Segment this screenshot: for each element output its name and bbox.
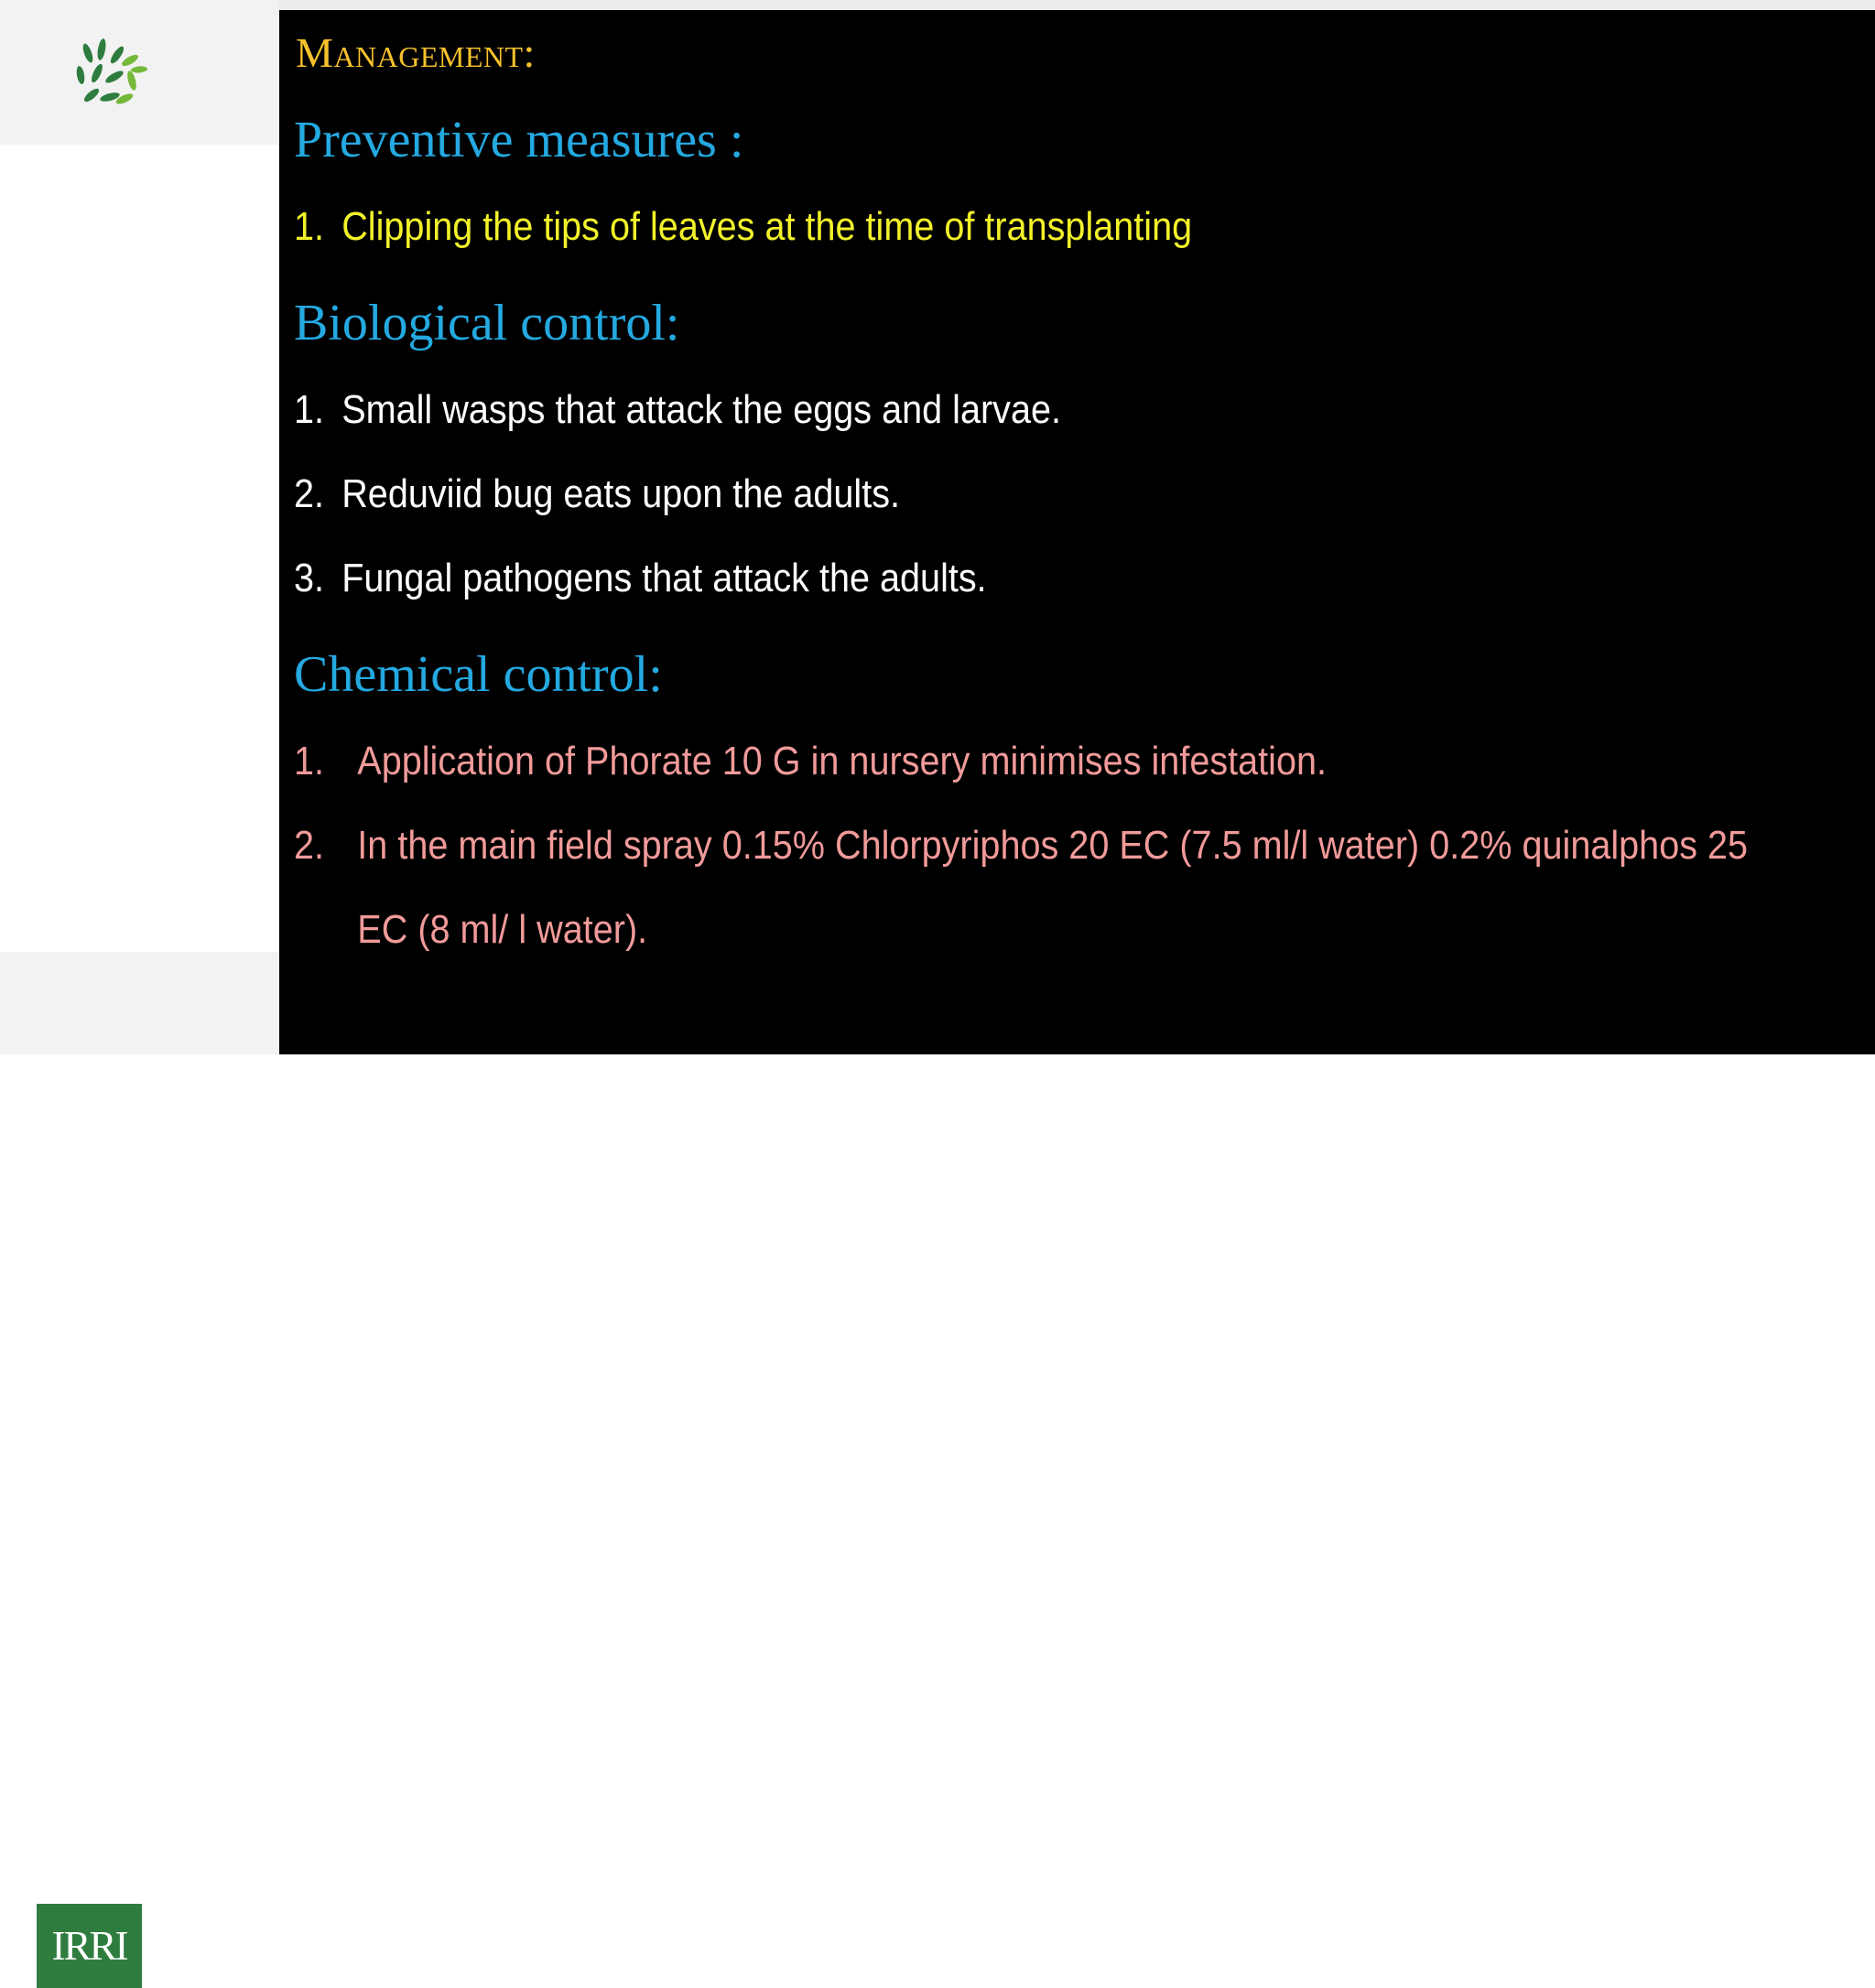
item-number: 1. [294, 204, 325, 249]
chemical-item [294, 739, 1327, 784]
heading-biological: Biological control: [294, 295, 680, 351]
item-text: Small wasps that attack the eggs and larvae. [341, 387, 1062, 432]
item-text: Clipping the tips of leaves at the time of transplanting [341, 204, 1193, 249]
item-text: Reduviid bug eats upon the adults. [341, 471, 901, 516]
item-text: Application of Phorate 10 G in nursery minimises infestation. [357, 739, 1328, 783]
heading-chemical: Chemical control: [294, 646, 663, 703]
sidebar-header [0, 0, 279, 145]
chemical-item [294, 823, 1748, 869]
slide-title: Management: [296, 29, 536, 76]
item-text: Fungal pathogens that attack the adults. [341, 556, 987, 600]
preventive-item [294, 204, 1192, 250]
item-number: 1. [294, 387, 325, 432]
rice-leaves-icon [71, 37, 154, 110]
chemical-item-continuation [294, 907, 647, 953]
biological-item [294, 556, 987, 601]
irri-logo: IRRI [37, 1904, 142, 1988]
biological-item [294, 471, 900, 517]
item-number: 2. [294, 471, 325, 516]
top-strip [279, 0, 1875, 10]
biological-item [294, 387, 1061, 433]
slide-content [279, 10, 1875, 1054]
item-number: 1. [294, 739, 325, 783]
item-number: 2. [294, 823, 325, 868]
heading-preventive: Preventive measures : [294, 112, 744, 168]
item-text: EC (8 ml/ l water). [357, 907, 648, 952]
sidebar-footer [0, 952, 279, 1969]
item-number: 3. [294, 556, 325, 600]
item-text: In the main field spray 0.15% Chlorpyriphos 20 EC (7.5 ml/l water) 0.2% quinalphos 25 [357, 823, 1749, 868]
